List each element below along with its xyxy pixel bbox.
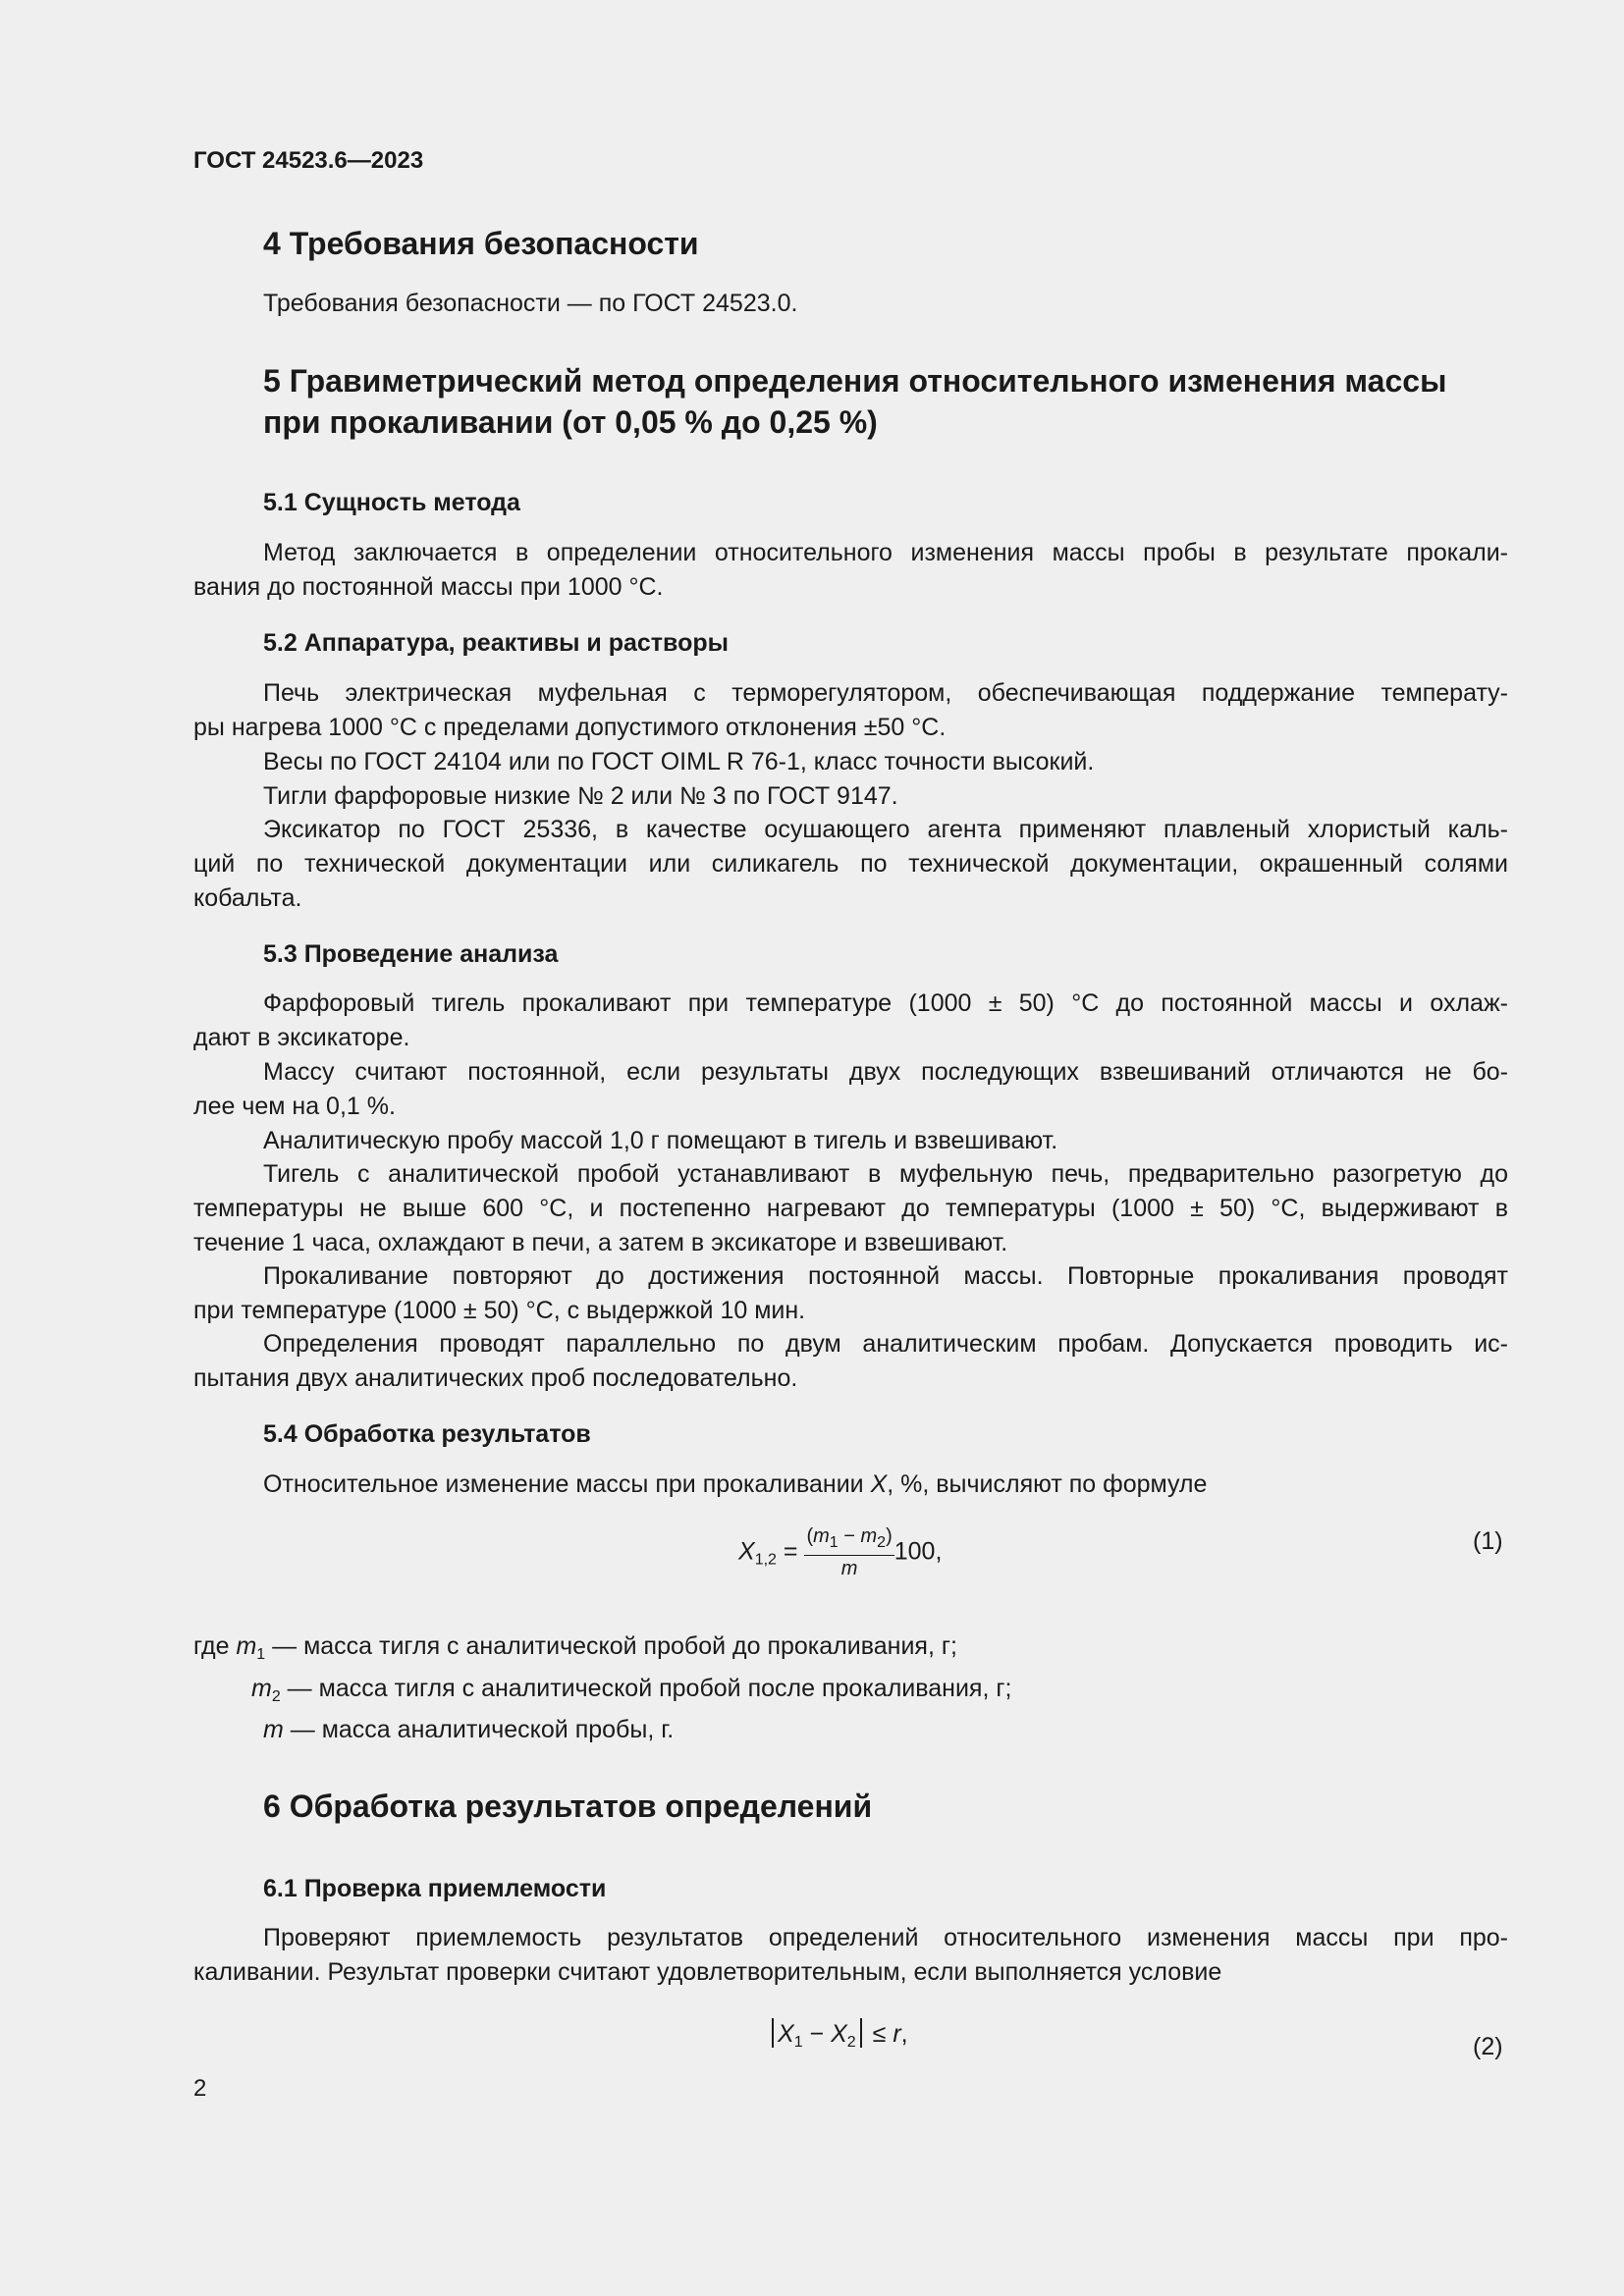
formula-numerator <box>804 1525 893 1556</box>
section-5-1-line2: вания до постоянной массы при 1000 °С. <box>193 573 664 601</box>
section-6-1-line1: Проверяют приемлемость результатов определений относительного изменения массы при про- <box>263 1924 1508 1951</box>
section-4-heading: 4 Требования безопасности <box>263 226 699 261</box>
var-m2: m <box>860 1525 878 1547</box>
section-5-3-line10: при температуре (1000 ± 50) °С, с выдержкой 10 мин. <box>193 1297 806 1324</box>
section-5-3-line11: Определения проводят параллельно по двум аналитическим пробам. Допускается проводить ис- <box>263 1330 1508 1358</box>
var-x2-subscript: 2 <box>846 2034 856 2051</box>
section-5-4-heading: 5.4 Обработка результатов <box>263 1420 591 1448</box>
where-desc-3: — масса аналитической пробы, г. <box>283 1716 675 1743</box>
minus-sign: − <box>838 1525 861 1547</box>
where-var-m2: m <box>251 1675 272 1702</box>
var-r: r <box>893 2020 901 2048</box>
where-var-m2-subscript: 2 <box>271 1688 281 1705</box>
section-4-text: Требования безопасности — по ГОСТ 24523.0. <box>263 290 798 317</box>
abs-bar-left <box>772 2018 774 2048</box>
section-5-2-line6: ций по технической документации или силикагель по технической документации, окрашенный солями <box>193 850 1508 878</box>
formula-1-number: (1) <box>1473 1527 1503 1555</box>
section-5-heading-line2: при прокаливании (от 0,05 % до 0,25 %) <box>263 404 878 440</box>
section-5-3-line9: Прокаливание повторяют до достижения постоянной массы. Повторные прокаливания проводят <box>263 1262 1508 1290</box>
formula-denominator: m <box>840 1558 858 1579</box>
section-6-heading: 6 Обработка результатов определений <box>263 1789 873 1824</box>
where-desc-2: — масса тигля с аналитической пробой после прокаливания, г; <box>280 1675 1012 1702</box>
section-5-1-line1: Метод заключается в определении относительного изменения массы пробы в результате прокали- <box>263 539 1508 566</box>
section-5-2-line5: Эксикатор по ГОСТ 25336, в качестве осушающего агента применяют плавленый хлористый каль- <box>263 816 1508 843</box>
where-line-2 <box>251 1672 1011 1714</box>
section-5-3-line7: температуры не выше 600 °С, и постепенно нагревают до температуры (1000 ± 50) °С, выдерживают в <box>193 1195 1508 1222</box>
var-x1: X <box>778 2020 794 2048</box>
section-5-3-line4: лее чем на 0,1 %. <box>193 1093 396 1120</box>
where-var-m1-subscript: 1 <box>256 1646 266 1663</box>
section-5-2-line4: Тигли фарфоровые низкие № 2 или № 3 по ГОСТ 9147. <box>263 782 898 810</box>
formula-comma: , <box>900 2020 908 2048</box>
section-6-1-line2: каливании. Результат проверки считают удовлетворительным, если выполняется условие <box>193 1958 1222 1986</box>
section-5-3-line6: Тигель с аналитической пробой устанавливают в муфельную печь, предварительно разогретую до <box>263 1160 1508 1188</box>
section-5-2-heading: 5.2 Аппаратура, реактивы и растворы <box>263 629 729 657</box>
var-x2: X <box>831 2020 847 2048</box>
section-5-2-line3: Весы по ГОСТ 24104 или по ГОСТ OIML R 76-1, класс точности высокий. <box>263 748 1095 775</box>
where-desc-1: — масса тигля с аналитической пробой до прокаливания, г; <box>265 1632 957 1660</box>
section-5-3-line1: Фарфоровый тигель прокаливают при температуре (1000 ± 50) °С до постоянной массы и охлаж- <box>263 989 1508 1017</box>
intro-variable: X <box>870 1470 888 1498</box>
section-5-1-heading: 5.1 Сущность метода <box>263 489 520 516</box>
intro-text: Относительное изменение массы при прокаливании <box>263 1470 871 1498</box>
abs-bar-right <box>860 2018 862 2048</box>
section-5-3-line2: дают в эксикаторе. <box>193 1024 410 1051</box>
section-5-2-line7: кобальта. <box>193 884 302 912</box>
where-var-m1: m <box>236 1632 257 1660</box>
section-5-3-line3: Массу считают постоянной, если результаты двух последующих взвешиваний отличаются не бо- <box>263 1058 1508 1086</box>
intro-text-end: , %, вычисляют по формуле <box>887 1470 1208 1498</box>
section-5-3-line5: Аналитическую пробу массой 1,0 г помещают в тигель и взвешивают. <box>263 1127 1058 1154</box>
var-x1-subscript: 1 <box>793 2034 803 2051</box>
formula-equals: = <box>776 1537 805 1566</box>
section-6-1-heading: 6.1 Проверка приемлемости <box>263 1875 607 1902</box>
section-5-4-intro <box>263 1468 1207 1502</box>
minus-sign: − <box>802 2020 832 2048</box>
formula-2 <box>768 2018 908 2052</box>
section-5-3-heading: 5.3 Проведение анализа <box>263 940 559 968</box>
document-header: ГОСТ 24523.6—2023 <box>193 147 424 174</box>
var-m2-subscript: 2 <box>877 1534 887 1551</box>
section-5-2-line1: Печь электрическая муфельная с терморегулятором, обеспечивающая поддержание температу- <box>263 679 1508 707</box>
section-5-3-line12: пытания двух аналитических проб последовательно. <box>193 1364 798 1392</box>
where-line-3 <box>263 1713 674 1747</box>
page-number: 2 <box>193 2075 207 2102</box>
paren-open: ( <box>806 1525 814 1547</box>
formula-2-number: (2) <box>1473 2033 1503 2060</box>
less-equal-sign: ≤ <box>865 2020 893 2048</box>
var-m1: m <box>813 1525 830 1547</box>
formula-lhs: X <box>738 1537 755 1566</box>
where-prefix: где <box>193 1632 237 1660</box>
section-5-3-line8: течение 1 часа, охлаждают в печи, а затем в эксикаторе и взвешивают. <box>193 1229 1008 1256</box>
formula-fraction <box>804 1525 893 1580</box>
where-line-1 <box>193 1629 957 1672</box>
paren-close: ) <box>886 1525 893 1547</box>
formula-lhs-subscript: 1,2 <box>754 1551 777 1569</box>
formula-1 <box>738 1525 942 1580</box>
formula-tail: 100, <box>893 1537 943 1566</box>
section-5-2-line2: ры нагрева 1000 °С с пределами допустимого отклонения ±50 °С. <box>193 714 947 741</box>
var-m1-subscript: 1 <box>829 1534 839 1551</box>
where-var-m: m <box>263 1716 284 1743</box>
section-5-heading-line1: 5 Гравиметрический метод определения относительного изменения массы <box>263 363 1447 399</box>
